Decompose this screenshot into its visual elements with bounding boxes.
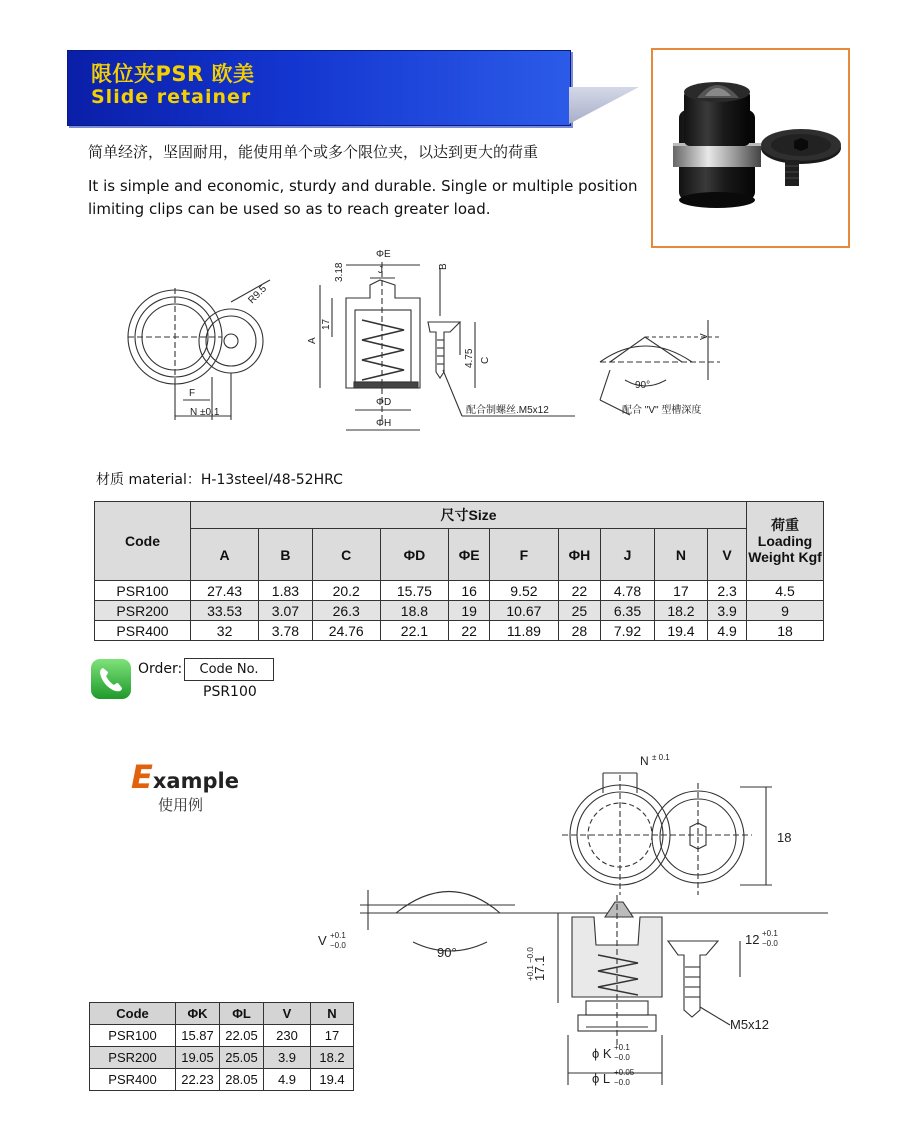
cell: PSR200 bbox=[90, 1047, 176, 1069]
cell: 25.05 bbox=[220, 1047, 264, 1069]
cell: 17 bbox=[311, 1025, 354, 1047]
col-size: 尺寸Size bbox=[191, 502, 747, 529]
label-n-tol: ± 0.1 bbox=[652, 753, 670, 762]
cell: 24.76 bbox=[312, 621, 380, 641]
cell: 18.2 bbox=[654, 601, 707, 621]
spec-table bbox=[94, 501, 824, 641]
cell: 11.89 bbox=[490, 621, 558, 641]
table-row bbox=[95, 601, 824, 621]
example-e: E bbox=[131, 758, 153, 796]
label-318: 3.18 bbox=[334, 262, 345, 282]
label-475: 4.75 bbox=[464, 348, 475, 368]
banner-tail bbox=[569, 87, 639, 124]
cell-load: 4.5 bbox=[747, 581, 824, 601]
col-f: F bbox=[490, 529, 558, 581]
col-load-cn: 荷重 bbox=[771, 517, 799, 533]
label-phi-k: ϕ K bbox=[592, 1046, 612, 1061]
label-17: 17 bbox=[321, 318, 332, 330]
description-cn: 简单经济，坚固耐用，能使用单个或多个限位夹，以达到更大的荷重 bbox=[88, 143, 539, 161]
cell: 22 bbox=[449, 621, 490, 641]
cell-load: 9 bbox=[747, 601, 824, 621]
label-n: N bbox=[640, 754, 649, 768]
cell: 16 bbox=[449, 581, 490, 601]
label-j: J bbox=[378, 265, 383, 276]
col-b: B bbox=[259, 529, 312, 581]
cell: 7.92 bbox=[601, 621, 654, 641]
ex-col-code: Code bbox=[90, 1003, 176, 1025]
label-c: C bbox=[480, 356, 491, 364]
ex-col-k: ΦK bbox=[176, 1003, 220, 1025]
col-v: V bbox=[708, 529, 747, 581]
label-r95: R9.5 bbox=[246, 283, 270, 307]
cell: 3.78 bbox=[259, 621, 312, 641]
example-table bbox=[89, 1002, 354, 1091]
cell: 230 bbox=[264, 1025, 311, 1047]
order-label: Order: bbox=[138, 661, 183, 677]
description-en: It is simple and economic, sturdy and durable. Single or multiple position limiting clips can be used so as to reach greater load. bbox=[88, 177, 638, 218]
cell-code: PSR400 bbox=[95, 621, 191, 641]
col-load bbox=[747, 502, 824, 581]
cell: 25 bbox=[558, 601, 601, 621]
ex-col-v: V bbox=[264, 1003, 311, 1025]
col-h: ΦH bbox=[558, 529, 601, 581]
cell: 20.2 bbox=[312, 581, 380, 601]
label-b: B bbox=[438, 263, 449, 270]
label-n-tol: ±0.1 bbox=[200, 407, 220, 418]
cell-code: PSR100 bbox=[95, 581, 191, 601]
cell: 3.9 bbox=[708, 601, 747, 621]
col-j: J bbox=[601, 529, 654, 581]
label-angle: 90° bbox=[635, 380, 651, 391]
label-12-tol-bot: −0.0 bbox=[762, 939, 778, 948]
cell: 15.75 bbox=[380, 581, 448, 601]
cell: 1.83 bbox=[259, 581, 312, 601]
technical-drawing-top bbox=[110, 240, 730, 440]
cell: 3.9 bbox=[264, 1047, 311, 1069]
cell: 3.07 bbox=[259, 601, 312, 621]
col-c: C bbox=[312, 529, 380, 581]
cell: 32 bbox=[191, 621, 259, 641]
label-a: A bbox=[307, 337, 318, 344]
label-12-tol-top: +0.1 bbox=[762, 929, 778, 938]
label-screw-note: 配合制螺丝.M5x12 bbox=[466, 405, 549, 416]
cell: 2.3 bbox=[708, 581, 747, 601]
table-row bbox=[90, 1025, 354, 1047]
example-cn: 使用例 bbox=[158, 796, 204, 814]
code-no-box: Code No. bbox=[184, 658, 274, 681]
label-angle: 90° bbox=[437, 945, 457, 960]
page-title-cn: 限位夹PSR 欧美 bbox=[91, 62, 255, 86]
col-load-en: Loading Weight Kgf bbox=[748, 533, 822, 565]
col-n: N bbox=[654, 529, 707, 581]
table-row bbox=[95, 621, 824, 641]
page-title-en: Slide retainer bbox=[91, 86, 252, 108]
table-row bbox=[95, 581, 824, 601]
label-l-tol-top: +0.05 bbox=[614, 1068, 635, 1077]
cell: 4.9 bbox=[264, 1069, 311, 1091]
label-phi-h: ΦH bbox=[376, 418, 392, 429]
cell: 6.35 bbox=[601, 601, 654, 621]
label-171: 17.1 bbox=[532, 955, 547, 981]
phone-icon bbox=[91, 659, 131, 699]
material-line: 材质 material：H-13steel/48-52HRC bbox=[96, 472, 343, 488]
label-v: V bbox=[699, 333, 710, 340]
label-l-tol-bot: −0.0 bbox=[614, 1078, 630, 1087]
label-v: V bbox=[318, 933, 327, 948]
cell: PSR100 bbox=[90, 1025, 176, 1047]
cell: 9.52 bbox=[490, 581, 558, 601]
label-m5: M5x12 bbox=[730, 1017, 770, 1032]
cell: 33.53 bbox=[191, 601, 259, 621]
label-f: F bbox=[189, 388, 196, 399]
cell: PSR400 bbox=[90, 1069, 176, 1091]
cell: 10.67 bbox=[490, 601, 558, 621]
label-phi-l: ϕ L bbox=[592, 1071, 611, 1086]
label-phi-e: ΦE bbox=[376, 249, 391, 260]
cell: 15.87 bbox=[176, 1025, 220, 1047]
cell-code: PSR200 bbox=[95, 601, 191, 621]
label-phi-d: ΦD bbox=[376, 397, 392, 408]
label-171-tol: +0.1 −0.0 bbox=[526, 947, 535, 981]
cell: 22.1 bbox=[380, 621, 448, 641]
ex-col-l: ΦL bbox=[220, 1003, 264, 1025]
cell-load: 18 bbox=[747, 621, 824, 641]
example-heading bbox=[131, 758, 239, 796]
label-12: 12 bbox=[745, 932, 760, 947]
cell: 18.2 bbox=[311, 1047, 354, 1069]
label-18: 18 bbox=[777, 830, 792, 845]
cell: 22.23 bbox=[176, 1069, 220, 1091]
col-e: ΦE bbox=[449, 529, 490, 581]
cell: 22 bbox=[558, 581, 601, 601]
label-v-tol-top: +0.1 bbox=[330, 931, 346, 940]
example-rest: xample bbox=[152, 769, 239, 793]
cell: 4.78 bbox=[601, 581, 654, 601]
cell: 17 bbox=[654, 581, 707, 601]
col-d: ΦD bbox=[380, 529, 448, 581]
cell: 4.9 bbox=[708, 621, 747, 641]
technical-drawing-example bbox=[300, 745, 860, 1090]
cell: 26.3 bbox=[312, 601, 380, 621]
label-v-note: 配合 "V" 型槽深度 bbox=[622, 405, 702, 416]
cell: 19.05 bbox=[176, 1047, 220, 1069]
product-photo bbox=[651, 48, 850, 248]
ex-col-n: N bbox=[311, 1003, 354, 1025]
table-row bbox=[90, 1047, 354, 1069]
label-v-tol-bot: −0.0 bbox=[330, 941, 346, 950]
cell: 28.05 bbox=[220, 1069, 264, 1091]
cell: 19.4 bbox=[654, 621, 707, 641]
cell: 28 bbox=[558, 621, 601, 641]
order-code-value: PSR100 bbox=[203, 684, 257, 700]
col-code: Code bbox=[95, 502, 191, 581]
table-row bbox=[90, 1069, 354, 1091]
label-k-tol-bot: −0.0 bbox=[614, 1053, 630, 1062]
label-n: N bbox=[190, 407, 198, 418]
col-a: A bbox=[191, 529, 259, 581]
cell: 22.05 bbox=[220, 1025, 264, 1047]
cell: 27.43 bbox=[191, 581, 259, 601]
cell: 18.8 bbox=[380, 601, 448, 621]
cell: 19.4 bbox=[311, 1069, 354, 1091]
label-k-tol-top: +0.1 bbox=[614, 1043, 630, 1052]
cell: 19 bbox=[449, 601, 490, 621]
